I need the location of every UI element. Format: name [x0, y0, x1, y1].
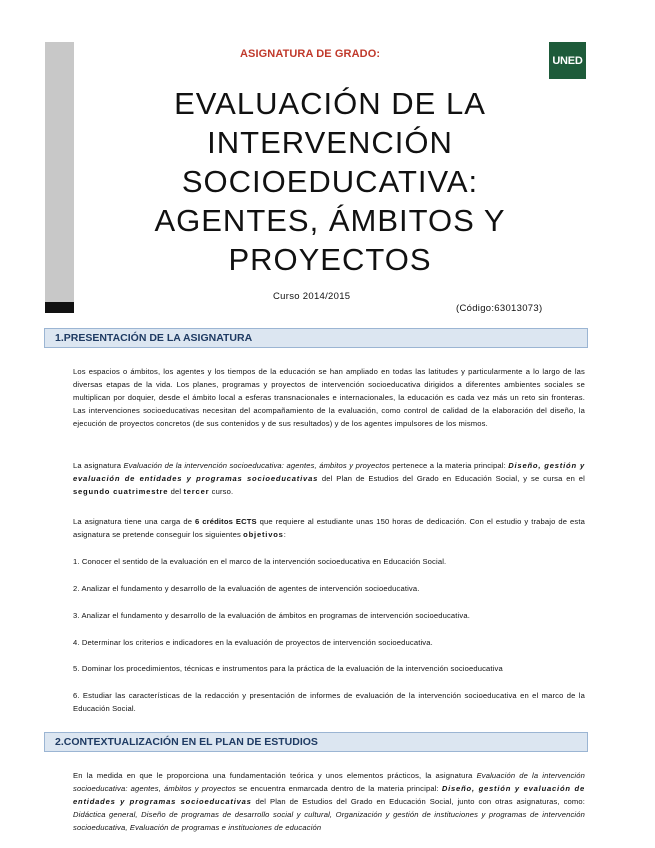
decorative-gray-bar	[45, 42, 74, 304]
objective-item: 3. Analizar el fundamento y desarrollo de la evaluación de ámbitos en programas de intervención socioeducativa.	[73, 611, 470, 620]
subject-code: (Código:63013073)	[456, 303, 543, 314]
title-line: EVALUACIÓN DE LA	[174, 86, 486, 121]
decorative-black-bar	[45, 302, 74, 313]
credits-paragraph: La asignatura tiene una carga de 6 créditos ECTS que requiere al estudiante unas 150 horas de dedicación. Con el estudio y trabajo de esta asignatura se pretende conseguir los siguientes objetivos:	[73, 517, 585, 539]
objective-item: 5. Dominar los procedimientos, técnicas e instrumentos para la práctica de la evaluación de la intervención socioeducativa	[73, 664, 503, 673]
subject-label: ASIGNATURA DE GRADO:	[240, 48, 381, 60]
objective-item: 1. Conocer el sentido de la evaluación en el marco de la intervención socioeducativa en Educación Social.	[73, 557, 447, 566]
title-line: PROYECTOS	[228, 242, 432, 277]
materia-paragraph: La asignatura Evaluación de la intervención socioeducativa: agentes, ámbitos y proyectos pertenece a la materia principal: Diseño, gestión y evaluación de entidades y programas socioeducativas del Plan de Estudios del Grado en Educación Social, y se cursa en el segundo cuatrimestre del tercer curso.	[73, 461, 585, 496]
objective-item: 6. Estudiar las características de la redacción y presentación de informes de evaluación de la intervención socioeducativa en el marco de la Educación Social.	[73, 691, 585, 713]
intro-paragraph: Los espacios o ámbitos, los agentes y los tiempos de la educación se han ampliado en todas las latitudes y particularmente a lo largo de las diversas etapas de la vida. Los planes, programas y proyectos de intervención socioeducativa dirigidos a diferentes ambientes sociales se multiplican por doquier, desde el ámbito local a esferas transnacionales e internacionales, la educación es cada vez más un reto sin fronteras. Las intervenciones socioeducativas necesitan del acompañamiento de la evaluación, como control de calidad de la elaboración del diseño, la ejecución de proyectos concretos (de sus contenidos y de sus resultados) y de los agentes impulsores de los mismos.	[73, 367, 585, 428]
objective-item: 4. Determinar los criterios e indicadores en la evaluación de proyectos de intervención socioeducativa.	[73, 638, 433, 647]
title-line: AGENTES, ÁMBITOS Y	[154, 203, 506, 238]
title-line: INTERVENCIÓN	[207, 125, 453, 160]
course-year: Curso 2014/2015	[273, 291, 351, 302]
page-title	[90, 84, 570, 279]
section-heading-contextualizacion: 2.CONTEXTUALIZACIÓN EN EL PLAN DE ESTUDIOS	[44, 732, 588, 752]
title-line: SOCIOEDUCATIVA:	[181, 164, 479, 199]
uned-logo: UNED	[549, 42, 586, 79]
section-heading-presentacion: 1.PRESENTACIÓN DE LA ASIGNATURA	[44, 328, 588, 348]
objective-item: 2. Analizar el fundamento y desarrollo de la evaluación de agentes de intervención socioeducativa.	[73, 584, 420, 593]
context-paragraph: En la medida en que le proporciona una fundamentación teórica y unos elementos prácticos, la asignatura Evaluación de la intervención socioeducativa: agentes, ámbitos y proyectos se encuentra enmarcada dentro de la materia principal: Diseño, gestión y evaluación de entidades y programas socioeducativas del Plan de Estudios del Grado en Educación Social, junto con otras asignaturas, como: Didáctica general, Diseño de programas de desarrollo social y cultural, Organización y gestión de instituciones y programas de intervención socioeducativa, Evaluación de programas e instituciones de educación	[73, 771, 585, 832]
